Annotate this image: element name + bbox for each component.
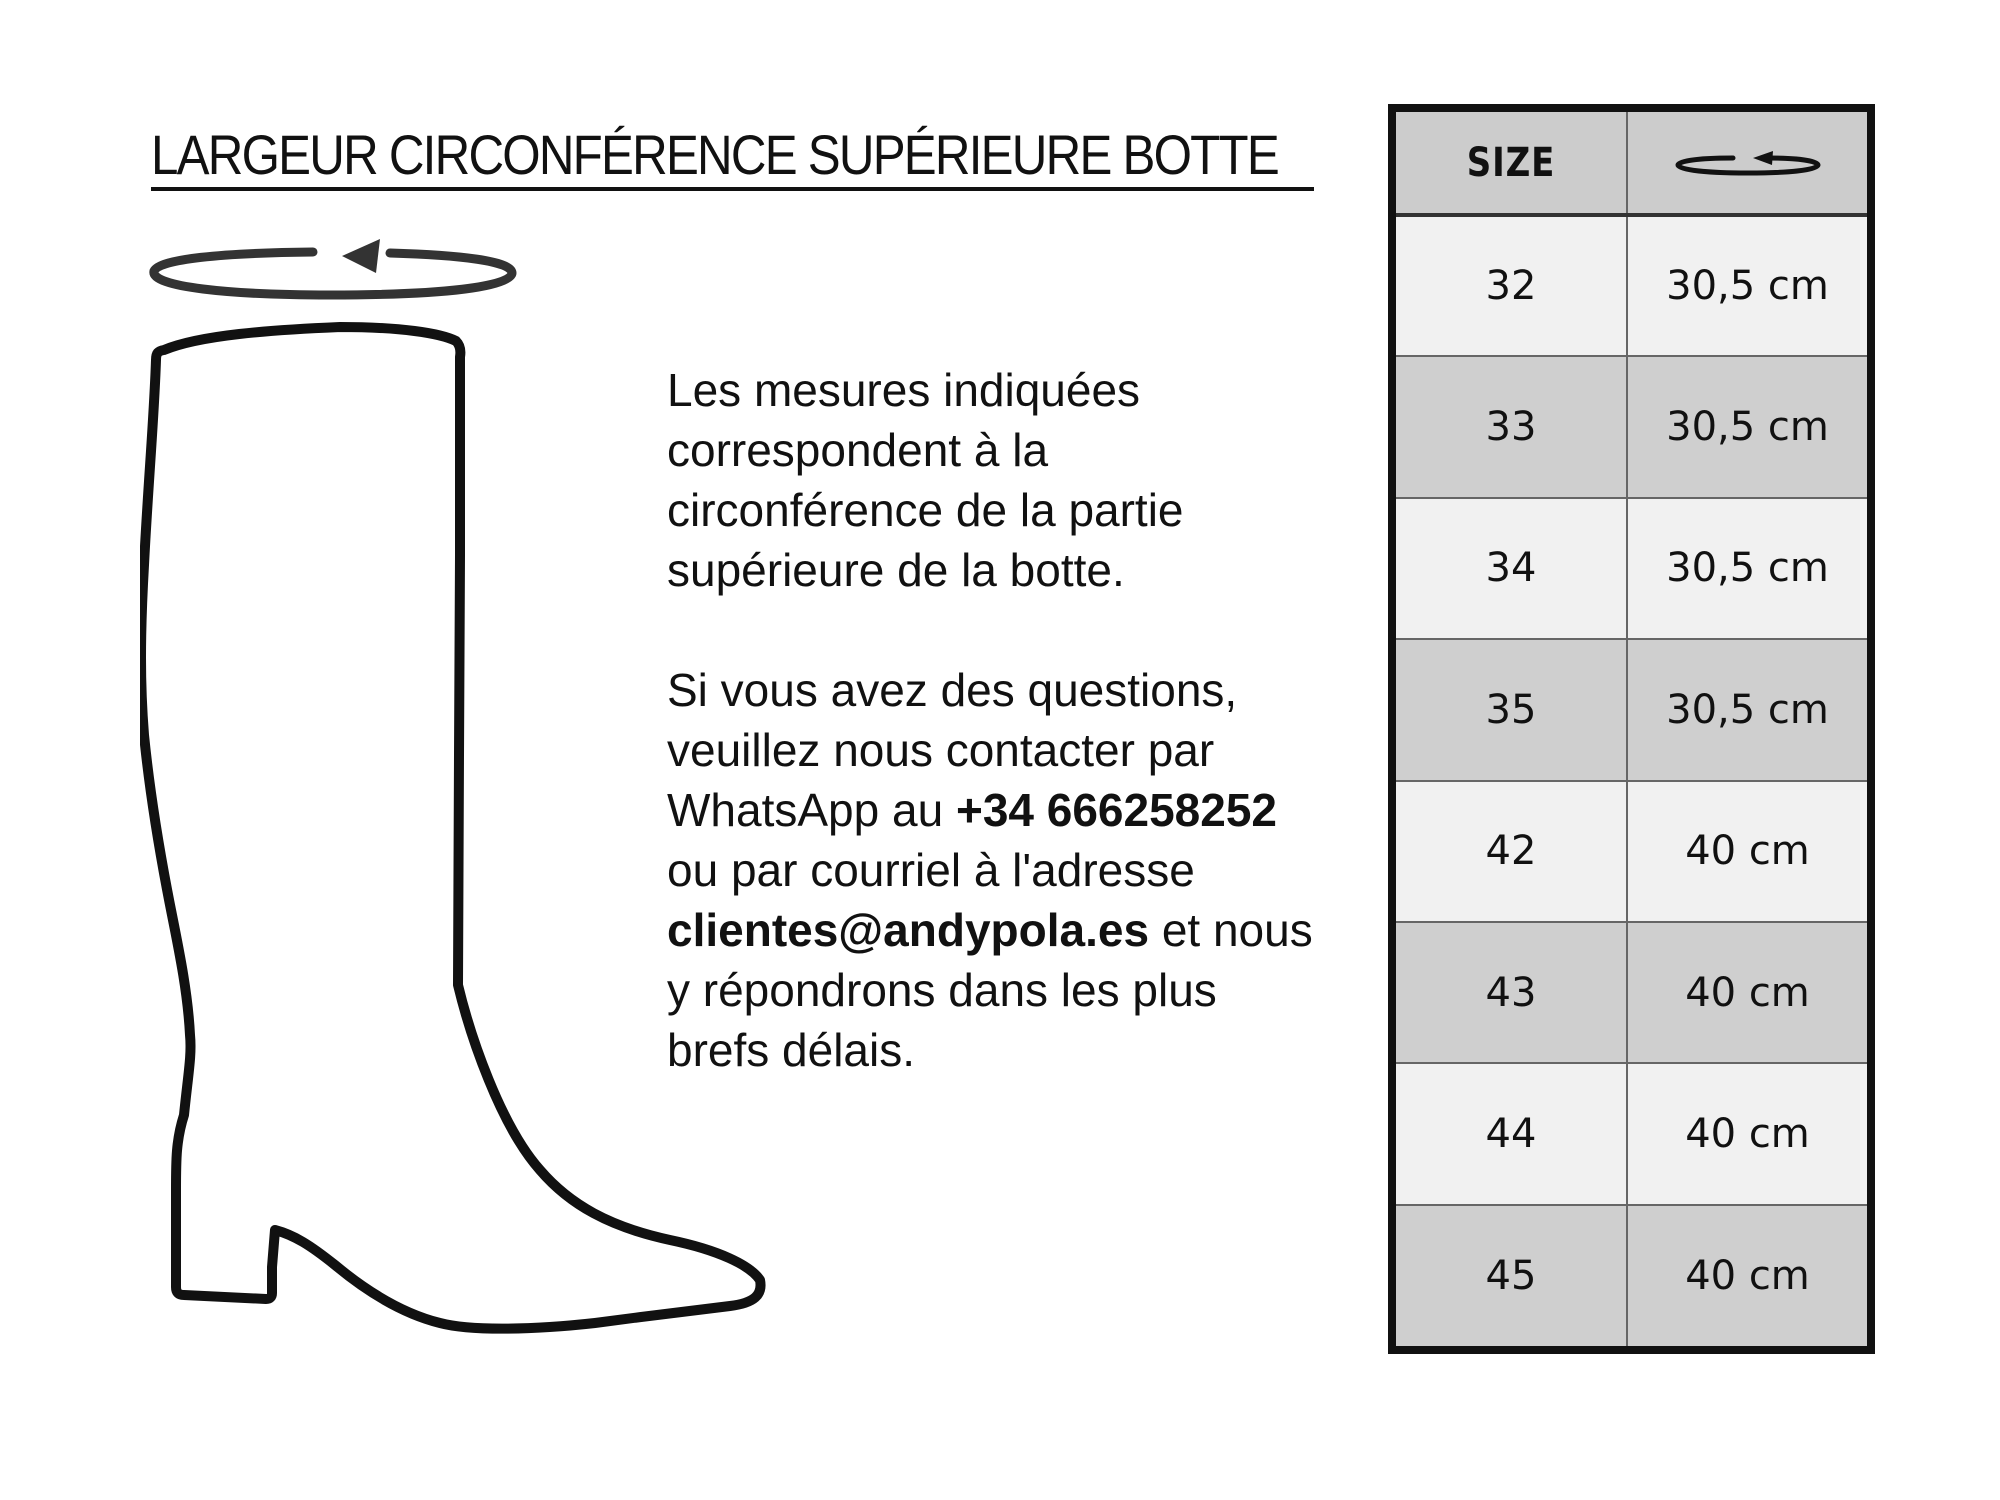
size-table — [1396, 112, 1867, 1346]
contact-intro-text: Si vous avez des questions, veuillez nous contacter par WhatsApp au — [667, 664, 1238, 836]
table-row — [1396, 922, 1867, 1063]
whatsapp-phone-number[interactable]: +34 666258252 — [955, 784, 1278, 836]
circumference-cell: 30,5 cm — [1627, 215, 1867, 356]
table-row — [1396, 356, 1867, 497]
size-cell: 34 — [1396, 498, 1627, 639]
description-text — [667, 360, 1317, 1080]
size-table-frame — [1388, 104, 1875, 1354]
table-row — [1396, 1205, 1867, 1346]
circumference-cell: 30,5 cm — [1627, 639, 1867, 780]
circumference-cell: 40 cm — [1627, 1205, 1867, 1346]
contact-middle-text: ou par courriel à l'adresse — [667, 844, 1195, 896]
circumference-column-header — [1627, 112, 1867, 215]
size-column-header — [1396, 112, 1627, 215]
size-table-body — [1396, 215, 1867, 1346]
page-title: LARGEUR CIRCONFÉRENCE SUPÉRIEURE BOTTE — [151, 123, 1278, 186]
size-cell: 32 — [1396, 215, 1627, 356]
circumference-cell: 40 cm — [1627, 922, 1867, 1063]
table-header-row — [1396, 112, 1867, 215]
circular-arrow-icon — [1673, 148, 1823, 182]
table-row — [1396, 498, 1867, 639]
circular-arrow-icon — [154, 239, 512, 295]
size-cell: 35 — [1396, 639, 1627, 780]
paragraph-spacer — [667, 600, 1317, 660]
table-row — [1396, 1063, 1867, 1204]
size-cell: 33 — [1396, 356, 1627, 497]
size-cell: 44 — [1396, 1063, 1627, 1204]
description-paragraph-2 — [667, 660, 1317, 1080]
contact-email-address[interactable]: clientes@andypola.es — [667, 904, 1150, 956]
table-row — [1396, 215, 1867, 356]
size-cell: 45 — [1396, 1205, 1627, 1346]
size-cell: 43 — [1396, 922, 1627, 1063]
circumference-cell: 40 cm — [1627, 781, 1867, 922]
description-paragraph-1: Les mesures indiquées correspondent à la circonférence de la partie supérieure de la botte. — [667, 364, 1184, 596]
table-row — [1396, 639, 1867, 780]
size-header-label: SIZE — [1466, 139, 1556, 186]
table-row — [1396, 781, 1867, 922]
circumference-cell: 30,5 cm — [1627, 356, 1867, 497]
size-cell: 42 — [1396, 781, 1627, 922]
circumference-cell: 40 cm — [1627, 1063, 1867, 1204]
contact-closing-text: et nous y répondrons dans les plus brefs délais. — [667, 904, 1313, 1076]
title-underline — [151, 187, 1314, 191]
circumference-cell: 30,5 cm — [1627, 498, 1867, 639]
